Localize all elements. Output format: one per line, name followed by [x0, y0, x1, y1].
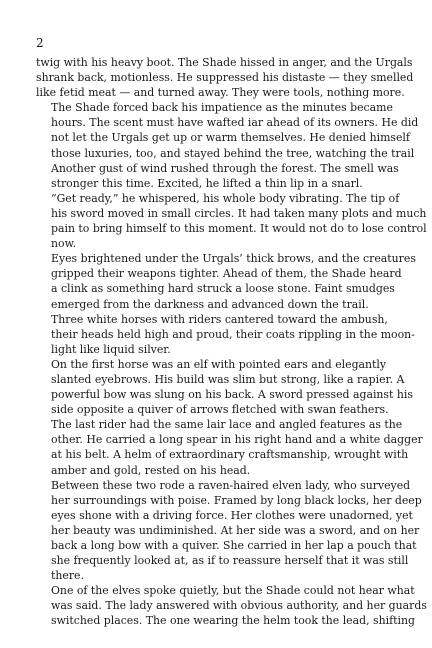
text-line: On the first horse was an elf with pointed ears and elegantly	[51, 357, 387, 371]
text-line: like fetid meat — and turned away. They were tools, nothing more.	[36, 86, 405, 100]
text-line: Another gust of wind rushed through the forest. The smell was	[51, 161, 399, 175]
page-number: 2	[36, 36, 44, 50]
paragraph	[36, 583, 427, 628]
text-line: was said. The lady answered with obvious authority, and her guards	[51, 599, 427, 613]
text-line: side opposite a quiver of arrows fletched with swan feathers.	[51, 403, 389, 417]
text-line: back a long bow with a quiver. She carried in her lap a pouch that	[51, 539, 417, 552]
paragraph	[36, 478, 422, 584]
text-line: hours. The scent must have wafted iar ahead of its owners. He did	[51, 116, 419, 130]
text-line: The Shade forced back his impatience as the minutes became	[51, 101, 393, 115]
text-line: not let the Urgals get up or warm themselves. He denied himself	[51, 131, 410, 145]
text-line: there.	[51, 569, 84, 583]
text-line: shrank back, motionless. He suppressed his distaste — they smelled	[36, 71, 414, 85]
text-line: now.	[51, 237, 77, 251]
paragraph	[36, 55, 414, 100]
paragraph	[36, 251, 416, 311]
text-line: gripped their weapons tighter. Ahead of them, the Shade heard	[51, 267, 402, 281]
body-text	[36, 55, 427, 629]
text-line: twig with his heavy boot. The Shade hissed in anger, and the Urgals	[36, 56, 413, 69]
text-line: amber and gold, rested on his head.	[51, 463, 251, 477]
text-line: Eyes brightened under the Urgals’ thick brows, and the creatures	[51, 252, 416, 266]
paragraph	[36, 357, 413, 417]
text-line: stronger this time. Excited, he lifted a thin lip in a snarl.	[51, 176, 363, 190]
text-line: switched places. The one wearing the helm took the lead, shifting	[51, 614, 415, 628]
text-line: emerged from the darkness and advanced down the trail.	[51, 297, 369, 311]
text-line: their heads held high and proud, their coats rippling in the moon-	[51, 327, 415, 341]
text-line: slanted eyebrows. His build was slim but strong, like a rapier. A	[51, 372, 405, 386]
text-line: at his belt. A helm of extraordinary craftsmanship, wrought with	[51, 448, 409, 462]
text-line: she frequently looked at, as if to reassure herself that it was still	[51, 554, 409, 568]
text-line: “Get ready,” he whispered, his whole body vibrating. The tip of	[51, 191, 400, 205]
text-line: powerful bow was slung on his back. A sword pressed against his	[51, 388, 413, 402]
text-line: eyes shone with a driving force. Her clothes were unadorned, yet	[51, 508, 413, 522]
paragraph	[36, 100, 419, 191]
text-line: The last rider had the same lair lace and angled features as the	[51, 418, 403, 432]
text-line: One of the elves spoke quietly, but the Shade could not hear what	[51, 584, 415, 598]
paragraph	[36, 191, 427, 251]
paragraph	[36, 312, 415, 357]
text-line: light like liquid silver.	[51, 342, 171, 356]
text-line: other. He carried a long spear in his right hand and a white dagger	[51, 433, 423, 447]
paragraph	[36, 417, 423, 477]
text-line: his sword moved in small circles. It had taken many plots and much	[51, 206, 427, 220]
text-line: Three white horses with riders cantered toward the ambush,	[51, 312, 388, 326]
text-line: her beauty was undiminished. At her side was a sword, and on her	[51, 523, 420, 537]
text-line: her surroundings with poise. Framed by long black locks, her deep	[51, 493, 422, 507]
text-line: Between these two rode a raven-haired elven lady, who surveyed	[51, 478, 411, 492]
text-line: a clink as something hard struck a loose stone. Faint smudges	[51, 282, 395, 296]
text-line: those luxuries, too, and stayed behind the tree, watching the trail	[51, 146, 415, 160]
text-line: pain to bring himself to this moment. It would not do to lose control	[51, 222, 427, 236]
